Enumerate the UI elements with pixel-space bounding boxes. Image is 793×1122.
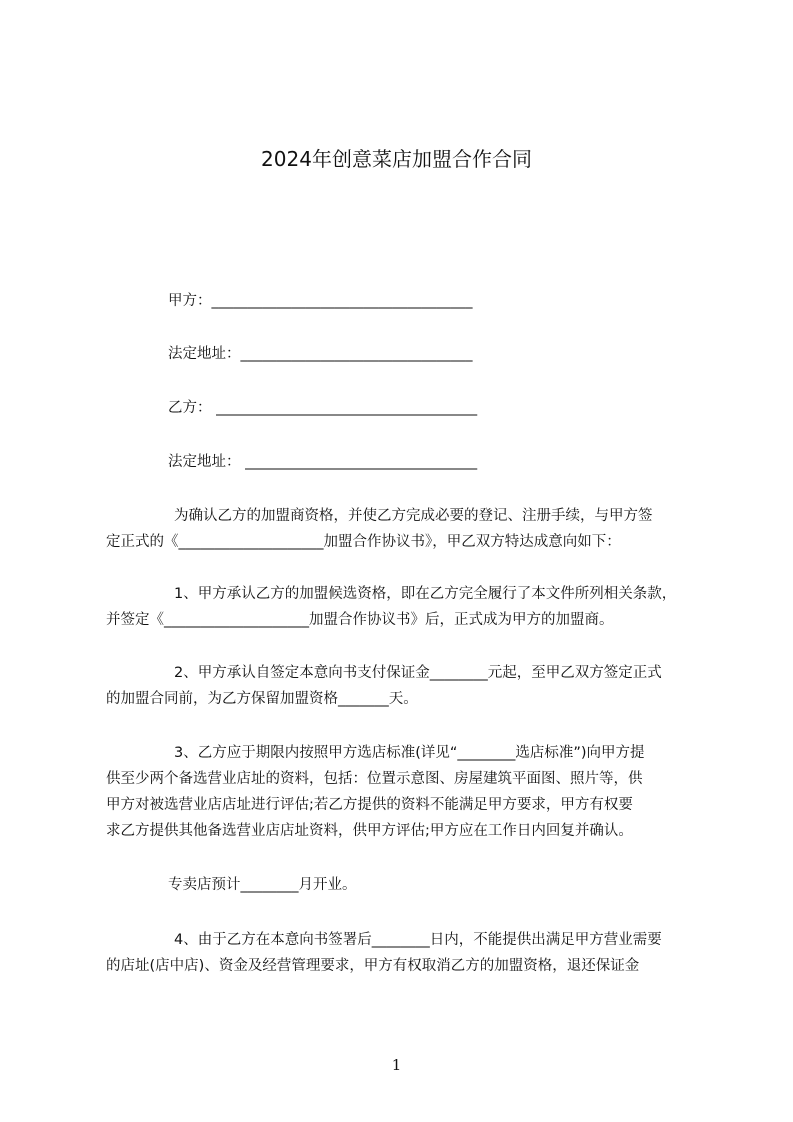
intro-line-1: 为确认乙方的加盟商资格，并使乙方完成必要的登记、注册手续，与甲方签 [174, 508, 653, 524]
document-title: 2024年创意菜店加盟合作合同 [261, 147, 532, 171]
clause-4-line-1: 4、由于乙方在本意向书签署后________日内，不能提供出满足甲方营业需要 [174, 932, 662, 948]
clause-3-line-1: 3、乙方应于期限内按照甲方选店标准(详见“________选店标准”)向甲方提 [174, 745, 645, 761]
clause-1-line-1: 1、甲方承认乙方的加盟候选资格，即在乙方完全履行了本文件所列相关条款， [174, 586, 677, 602]
clause-2-line-1: 2、甲方承认自签定本意向书支付保证金________元起，至甲乙双方签定正式 [174, 665, 662, 681]
clause-3-line-4: 求乙方提供其他备选营业店店址资料，供甲方评估;甲方应在工作日内回复并确认。 [106, 823, 633, 839]
page-number: 1 [391, 1056, 402, 1074]
party-a-line: 甲方：____________________________________ [168, 293, 473, 309]
clause-2-line-2: 的加盟合同前，为乙方保留加盟资格_______天。 [106, 691, 418, 707]
opening-date-line: 专卖店预计________月开业。 [168, 877, 357, 893]
party-a-address-line: 法定地址：________________________________ [168, 346, 473, 362]
clause-4-line-2: 的店址(店中店)、资金及经营管理要求，甲方有权取消乙方的加盟资格，退还保证金 [106, 958, 640, 974]
party-b-address-line: 法定地址： ________________________________ [168, 454, 478, 470]
party-b-line: 乙方： ____________________________________ [168, 400, 478, 416]
clause-1-line-2: 并签定《____________________加盟合作协议书》后，正式成为甲方的加盟商。 [106, 612, 614, 628]
clause-3-line-3: 甲方对被选营业店店址进行评估;若乙方提供的资料不能满足甲方要求，甲方有权要 [106, 797, 633, 813]
intro-line-2: 定正式的《____________________加盟合作协议书》，甲乙双方特达成意向如下： [106, 534, 621, 550]
clause-3-line-2: 供至少两个备选营业店址的资料，包括：位置示意图、房屋建筑平面图、照片等，供 [106, 771, 643, 787]
